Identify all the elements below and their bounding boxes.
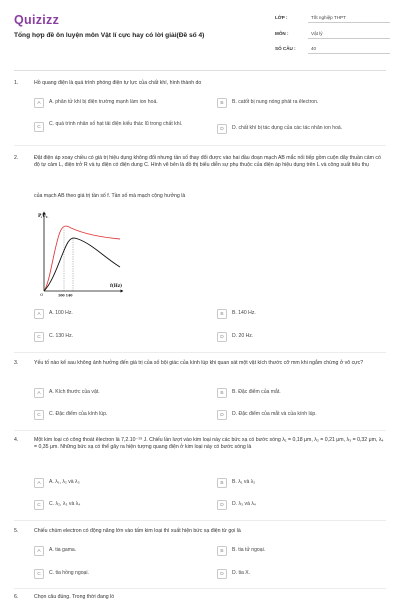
option-letter: C: [34, 569, 44, 579]
option-text: B. tia tử ngoại.: [232, 547, 266, 553]
meta-count-value: 40: [311, 46, 317, 51]
worksheet-header: [0, 0, 400, 62]
meta-subject-value: Vật lý: [311, 31, 323, 36]
option-letter: B: [217, 98, 227, 108]
question-6: [14, 594, 386, 600]
option-text: D. chất khí bị tác dụng của các tác nhân ion hoá.: [232, 125, 343, 131]
option-text: B. 140 Hz.: [232, 310, 256, 316]
option-letter: D: [217, 569, 227, 579]
question-2-figure: [34, 207, 130, 299]
option-letter: D: [217, 124, 227, 134]
question-number: 4.: [14, 437, 19, 443]
option-text: A. phân tử khí bị điện trường mạnh làm ion hoá.: [49, 99, 158, 105]
question-number: 2.: [14, 155, 19, 161]
option-letter: B: [217, 309, 227, 319]
question-number: 1.: [14, 80, 19, 86]
option-text: A. λ₁, λ₂ và λ₃: [49, 479, 80, 485]
option-text: B. catốt bị nung nóng phát ra êlectron.: [232, 99, 319, 105]
question-subtext: của mạch AB theo giá trị tần số f. Tần số mà mạch cộng hưởng là: [34, 193, 186, 199]
meta-subject-label: MÔN :: [275, 31, 289, 36]
option-letter: A: [34, 98, 44, 108]
question-5: [14, 528, 386, 583]
option-letter: D: [217, 410, 227, 420]
option-text: C. tia hồng ngoại.: [49, 570, 89, 576]
option-letter: A: [34, 388, 44, 398]
option-letter: B: [217, 546, 227, 556]
question-text: Chọn câu đúng. Trong thời đang lỏ: [34, 594, 115, 600]
option-text: C. Đặc điểm của kính lúp.: [49, 411, 108, 417]
option-text: C. quá trình nhân số hạt tải điện kiểu thác lũ trong chất khí.: [49, 121, 183, 127]
option-text: B. λ₁ và λ₂: [232, 479, 256, 485]
option-text: D. Đặc điểm của mắt và của kính lúp.: [232, 411, 317, 417]
question-number: 3.: [14, 360, 19, 366]
option-letter: A: [34, 478, 44, 488]
meta-count-label: SỐ CÂU :: [275, 46, 296, 51]
x-axis-label: f(Hz): [110, 283, 123, 288]
option-text: D. λ₃ và λ₄: [232, 501, 256, 507]
option-letter: D: [217, 500, 227, 510]
option-text: C. λ₂, λ₃ và λ₄: [49, 501, 81, 507]
option-letter: C: [34, 500, 44, 510]
option-letter: C: [34, 410, 44, 420]
quizizz-logo: Quizizz: [14, 13, 60, 27]
option-text: B. Đặc điểm của mắt.: [232, 389, 281, 395]
resonance-graph: [34, 207, 130, 299]
origin-label: O: [40, 292, 44, 297]
option-letter: B: [217, 478, 227, 488]
question-4: [14, 437, 386, 517]
option-letter: D: [217, 332, 227, 342]
option-letter: C: [34, 332, 44, 342]
option-text: A. Kích thước của vật.: [49, 389, 100, 395]
option-text: D. tia X.: [232, 570, 251, 576]
option-text: D. 20 Hz.: [232, 333, 254, 339]
question-text: Hồ quang điện là quá trình phóng điện tự lực của chất khí, hình thành do: [34, 80, 202, 86]
question-3: [14, 360, 386, 426]
meta-class-label: LỚP :: [275, 15, 288, 20]
question-text: Một kim loại có công thoát êlectron là 7,2.10⁻¹⁹ J. Chiếu lần lượt vào kim loại này các bức xạ có bước sóng λ₁ = 0,18 μm, λ₂ = 0,21 μm, λ₃ = 0,32 μm, λ₄ = 0,35 μm. Những bức xạ có thể gây ra hiện tượng quang điện ở kim loại này có bước sóng là: [34, 437, 384, 451]
option-letter: A: [34, 309, 44, 319]
meta-class-value: Tốt nghiệp THPT: [311, 15, 346, 20]
question-number: 5.: [14, 528, 19, 534]
option-text: A. tia gama.: [49, 547, 77, 553]
header-divider: [14, 70, 386, 71]
question-text: Chiếu chùm electron có động năng lớn vào tấm kim loại thì xuất hiện bức xạ điện từ gọi là: [34, 528, 241, 534]
question-text: Yếu tố nào kể sau không ảnh hưởng đến giá trị của số bội giác của kính lúp khi quan sát một vật kích thước cỡ mm khi ngắm chừng ở vô cực?: [34, 360, 364, 366]
option-text: C. 130 Hz.: [49, 333, 74, 339]
y-axis-label: $P,U_L$: [38, 214, 49, 219]
option-letter: A: [34, 546, 44, 556]
tick-labels: 100 140: [58, 293, 73, 298]
question-text: Đặt điện áp xoay chiều có giá trị hiệu dụng không đổi nhưng tần số thay đổi được vào hai đầu đoạn mạch AB mắc nối tiếp gồm cuộn dây thuần cảm có độ tự cảm L, điện trở R và tụ điện có điện dung C. Hình vẽ bên là đồ thị biểu diễn sự phụ thuộc của điện áp hiệu dụng trên L và công suất tiêu thụ: [34, 155, 381, 169]
question-number: 6.: [14, 594, 19, 600]
voltage-curve-black: [44, 238, 123, 291]
option-text: A. 100 Hz.: [49, 310, 73, 316]
question-1: [14, 80, 386, 142]
option-letter: C: [34, 122, 44, 132]
page-title: Tổng hợp đề ôn luyện môn Vật lí cực hay có lời giải(Đề số 4): [14, 32, 205, 39]
option-letter: B: [217, 388, 227, 398]
